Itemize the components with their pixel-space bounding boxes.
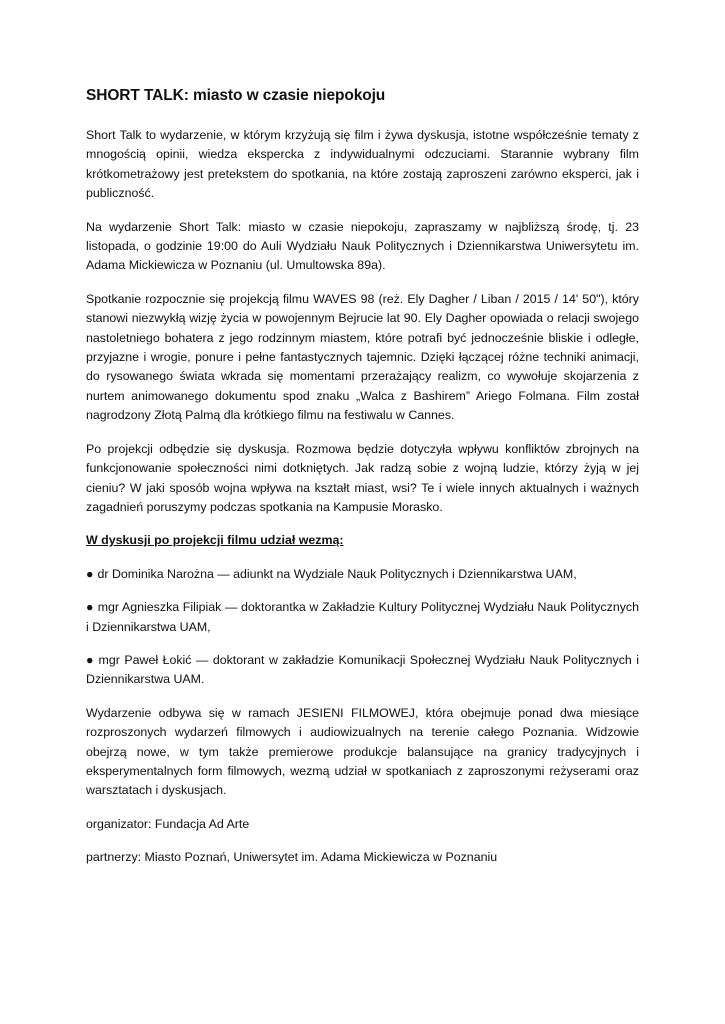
participant-item: [86, 651, 639, 690]
intro-paragraph: Short Talk to wydarzenie, w którym krzyżują się film i żywa dyskusja, istotne współcześnie tematy z mnogością opinii, wiedza ekspercka z indywidualnymi odczuciami. Starannie wybrany film krótkometrażowy jest pretekstem do spotkania, na które zostają zaproszeni zarówno eksperci, jak i publiczność.: [86, 128, 639, 201]
participant-text: mgr Agnieszka Filipiak — doktorantka w Zakładzie Kultury Politycznej Wydziału Nauk Politycznych i Dziennikarstwa UAM,: [86, 600, 639, 634]
participant-text: dr Dominika Narożna — adiunkt na Wydziale Nauk Politycznych i Dziennikarstwa UAM,: [97, 566, 577, 581]
participant-text: mgr Paweł Łokić — doktorant w zakładzie Komunikacji Społecznej Wydziału Nauk Politycznych i Dziennikarstwa UAM.: [86, 652, 640, 687]
bullet-icon: ●: [86, 566, 94, 581]
participant-item: [86, 565, 639, 584]
invitation-paragraph: Na wydarzenie Short Talk: miasto w czasie niepokoju, zapraszamy w najbliższą środę, tj. 23 listopada, o godzinie 19:00 do Auli Wydziału Nauk Politycznych i Dziennikarstwa Uniwersytetu im. Adama Mickiewicza w Poznaniu (ul. Umultowska 89a).: [86, 219, 639, 273]
participant-item: [86, 598, 639, 637]
organizer-line: organizator: Fundacja Ad Arte: [86, 816, 250, 831]
partners-line: partnerzy: Miasto Poznań, Uniwersytet im. Adama Mickiewicza w Poznaniu: [86, 850, 498, 865]
discussion-paragraph: Po projekcji odbędzie się dyskusja. Rozmowa będzie dotyczyła wpływu konfliktów zbrojnych na funkcjonowanie społeczności nimi dotkniętych. Jak radzą sobie z wojną ludzie, którzy żyją w jej cieniu? W jaki sposób wojna wpływa na kształt miast, wsi? Te i wiele innych aktualnych i ważnych zagadnień poruszymy podczas spotkania na Kampusie Morasko.: [86, 441, 639, 514]
document-page: [86, 86, 639, 882]
document-title: SHORT TALK: miasto w czasie niepokoju: [86, 87, 386, 104]
film-paragraph: Spotkanie rozpocznie się projekcją filmu WAVES 98 (reż. Ely Dagher / Liban / 2015 / 14' 50"), który stanowi niezwykłą wizję życia w powojennym Bejrucie lat 90. Ely Dagher opowiada o relacji swojego nastoletniego bohatera z jego rodzinnym miastem, które potrafi być jednocześnie bliskie i odległe, przyjazne i wrogie, ponure i pełne fantastycznych tajemnic. Dzięki łączącej różne techniki animacji, do rysowanego świata wkrada się momentami przerażający realizm, co wywołuje skojarzenia z nurtem animowanego dokumentu spod znaku „Walca z Bashirem” Ariego Folmana. Film został nagrodzony Złotą Palmą dla krótkiego filmu na festiwalu w Cannes.: [86, 291, 639, 423]
bullet-icon: ●: [86, 600, 94, 615]
festival-paragraph: Wydarzenie odbywa się w ramach JESIENI FILMOWEJ, która obejmuje ponad dwa miesiące rozproszonych wydarzeń filmowych i audiowizualnych na terenie całego Poznania. Widzowie obejrzą nowe, w tym także premierowe produkcje balansujące na granicy tradycyjnych i eksperymentalnych form filmowych, wezmą udział w spotkaniach z zaproszonymi reżyserami oraz warsztatach i dyskusjach.: [86, 705, 639, 798]
participants-heading: W dyskusji po projekcji filmu udział wezmą:: [86, 533, 344, 548]
bullet-icon: ●: [86, 652, 95, 667]
